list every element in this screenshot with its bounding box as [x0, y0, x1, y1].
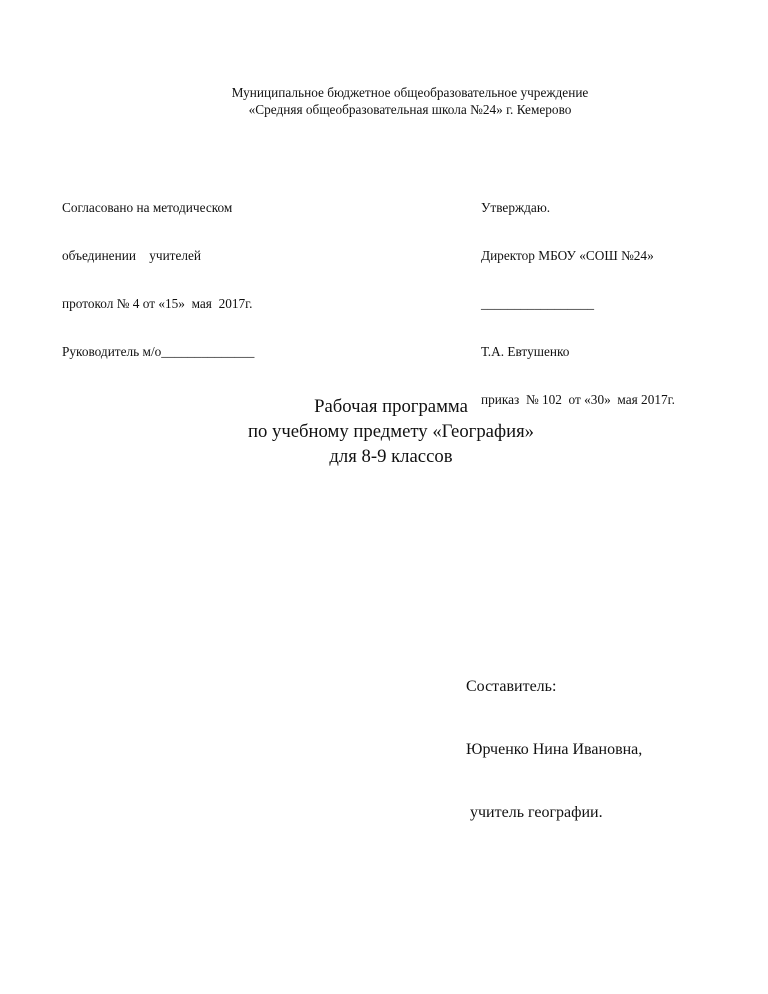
agreed-line-1: Согласовано на методическом: [62, 200, 233, 215]
approved-director-name: Т.А. Евтушенко: [481, 344, 570, 359]
approved-order-line: приказ № 102 от «30» мая 2017г.: [481, 392, 675, 407]
title-line-3: для 8-9 классов: [329, 446, 453, 467]
institution-header: [0, 84, 768, 118]
agreed-protocol-line: протокол № 4 от «15» мая 2017г.: [62, 296, 253, 311]
institution-name-line: Муниципальное бюджетное общеобразовательное учреждение: [231, 85, 589, 100]
approved-signature-line: _________________: [481, 296, 595, 311]
agreed-head-signature-line: Руководитель м/о______________: [62, 344, 255, 359]
agreed-line-2: объединении учителей: [62, 248, 202, 263]
approval-agreed-block: [62, 168, 254, 392]
title-line-1: Рабочая программа: [314, 396, 468, 417]
author-block: [466, 634, 642, 865]
author-label: Составитель:: [466, 678, 557, 695]
author-position: учитель географии.: [466, 804, 603, 821]
title-line-2: по учебному предмету «География»: [247, 421, 535, 442]
document-title: [0, 394, 768, 469]
approved-line-1: Утверждаю.: [481, 200, 551, 215]
author-name: Юрченко Нина Ивановна,: [466, 741, 643, 758]
school-name-line: «Средняя общеобразовательная школа №24» г. Кемерово: [248, 102, 572, 117]
approved-director-line: Директор МБОУ «СОШ №24»: [481, 248, 654, 263]
